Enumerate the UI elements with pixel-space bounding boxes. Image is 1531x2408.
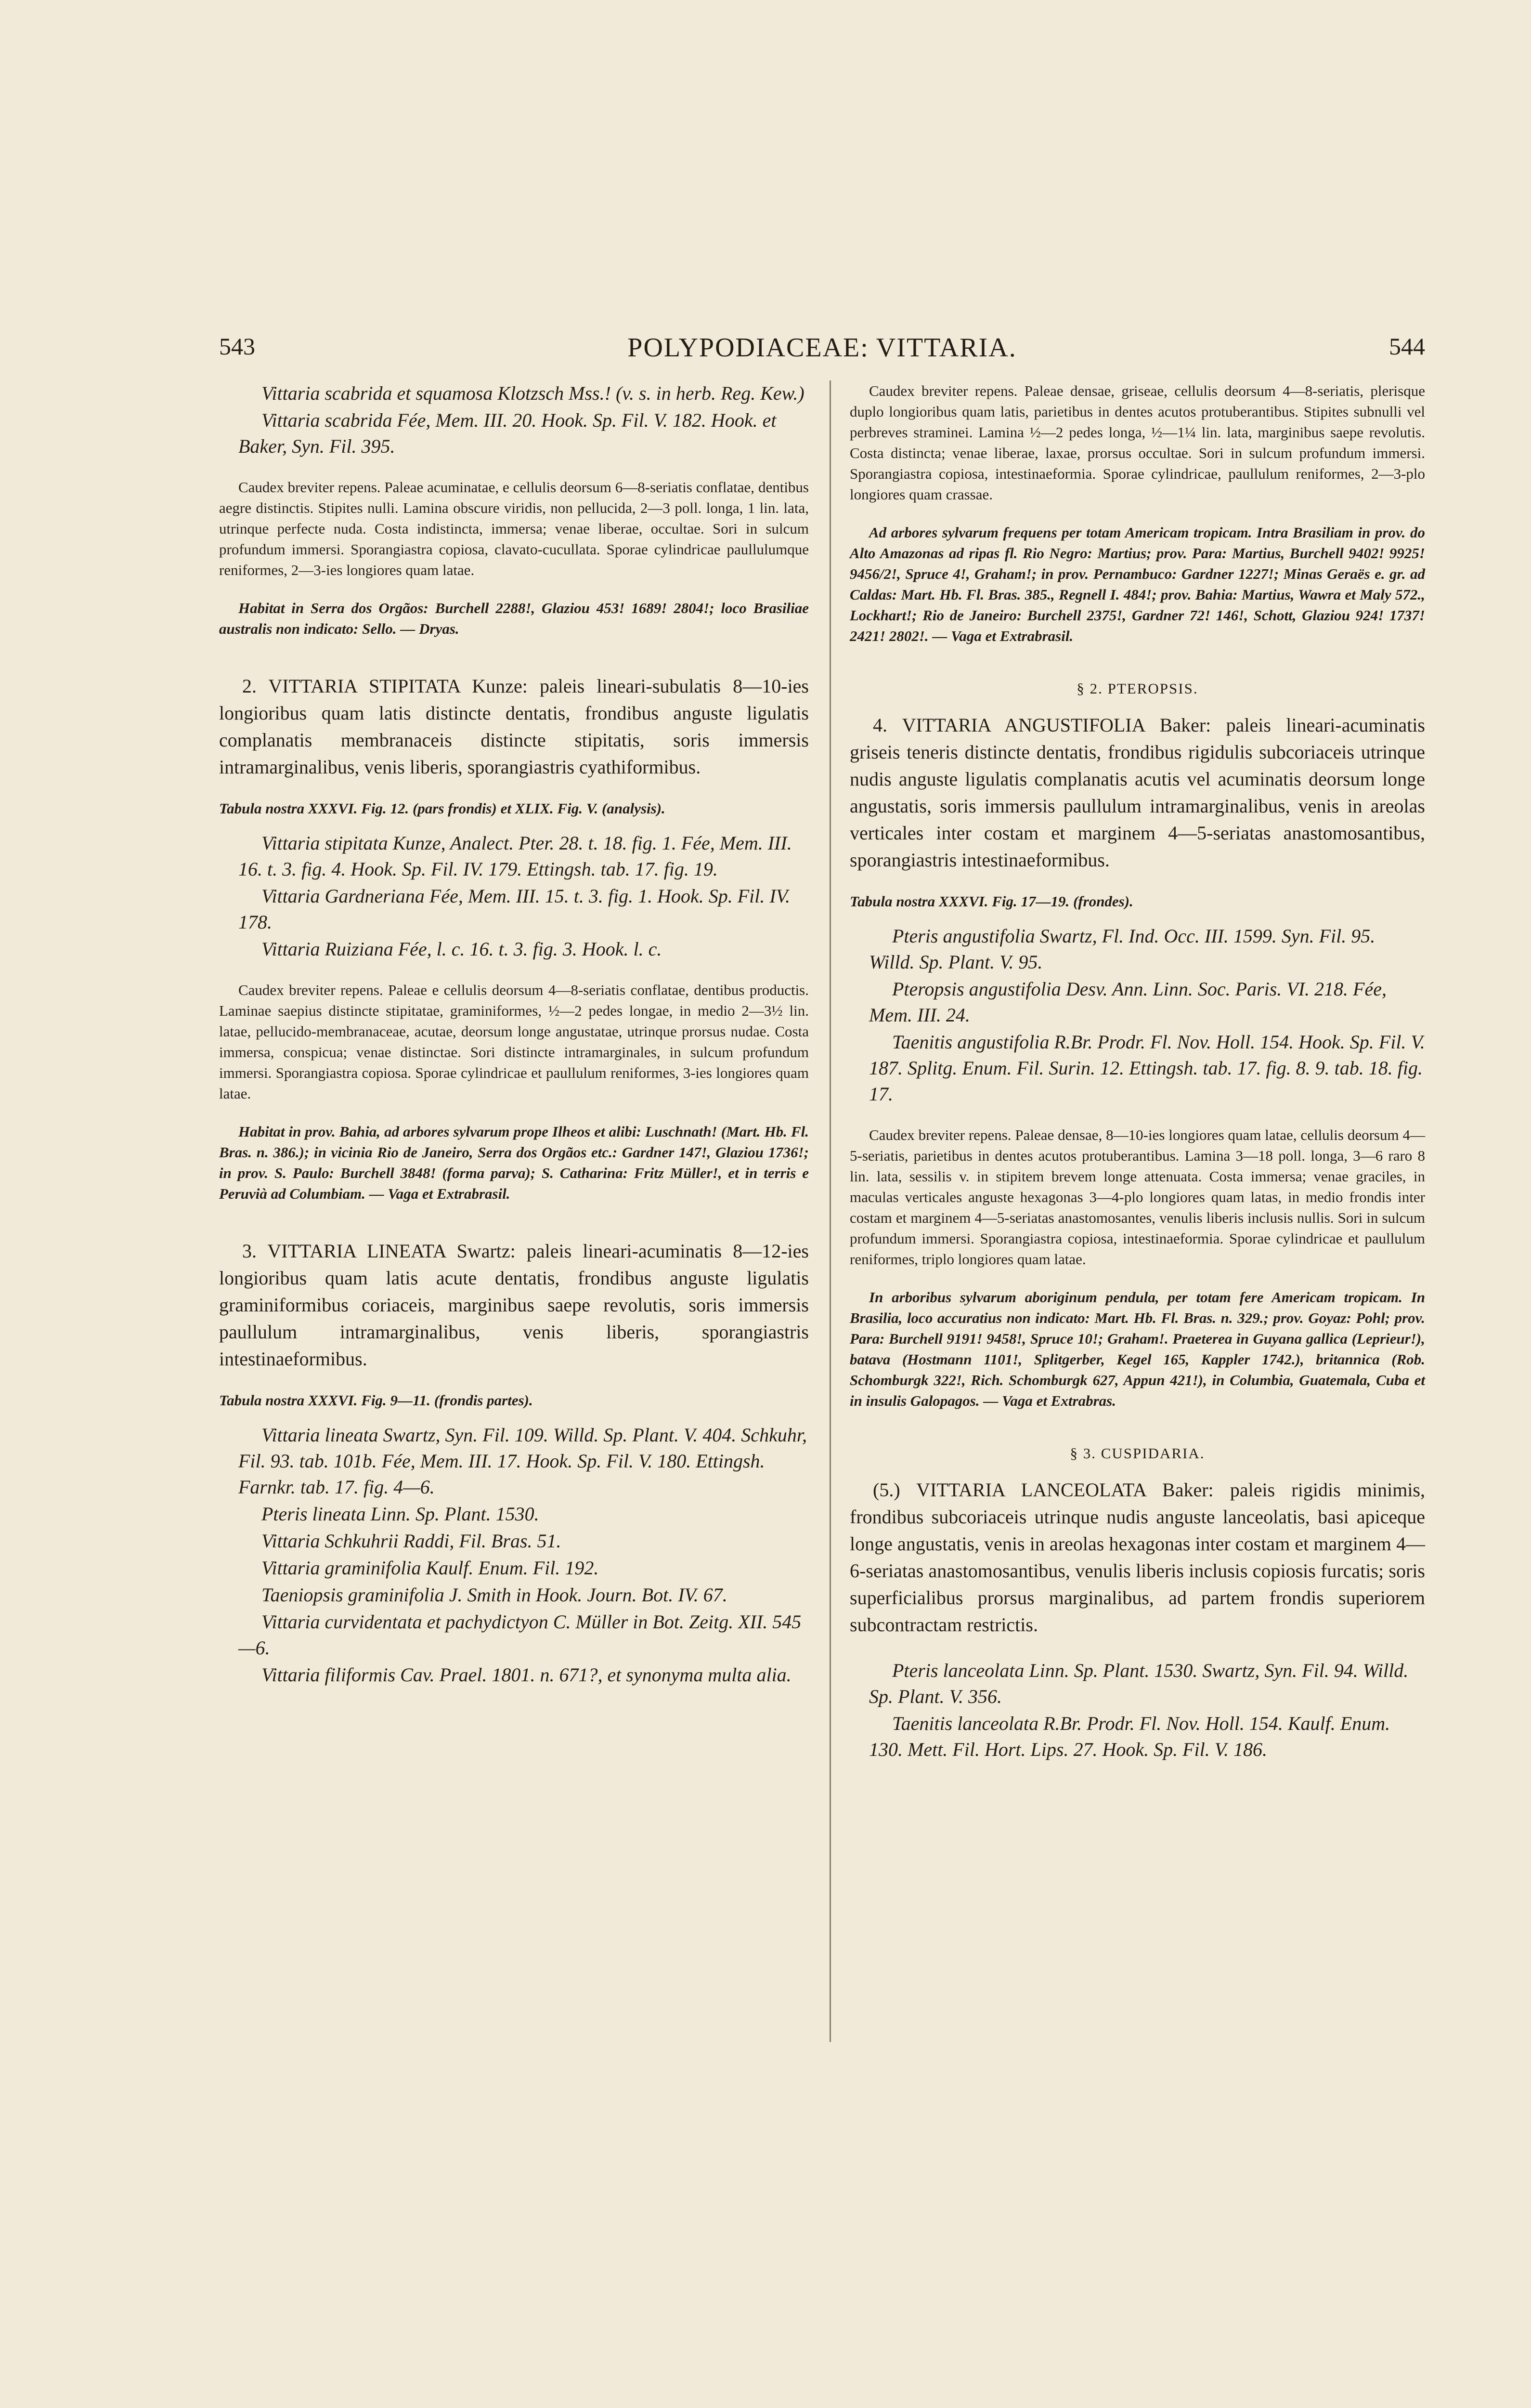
plate-reference: Tabula nostra XXXVI. Fig. 9—11. (frondis partes). (219, 1392, 533, 1409)
description: Caudex breviter repens. Paleae densae, griseae, cellulis deorsum 4—8-seriatis, plerisque duplo longioribus quam latis, parietibus in dentes acutos protuberantibus. Stipites subnulli vel perbreves straminei. Lamina ½—2 pedes longa, ½—1¼ lin. lata, marginibus saepe revolutis. Costa distincta; venae liberae, laxae, prorsus occultae. Sori in sulcum profundum immersi. Sporangiastra copiosa, intestinaeformia. Sporae cylindricae, paullulum reniformes, 2—3-plo longiores quam crassae. (850, 382, 1425, 503)
synonym: Pteropsis angustifolia Desv. Ann. Linn. Soc. Paris. VI. 218. Fée, Mem. III. 24. (869, 978, 1387, 1026)
synonym-block (850, 923, 1425, 1107)
description: Caudex breviter repens. Paleae e cellulis deorsum 4—8-seriatis conflatae, dentibus productis. Laminae saepius distincte stipitatae, graminiformes, ½—2 pedes longae, in medio 2—3½ lin. latae, pellucido-membranaceae, acutae, deorsum longe angustatae, utrinque prorsus nudae. Costa immersa, conspicua; venae distinctae. Sori distincte intramarginales, in sulcum profundum immersi. Sporangiastra copiosa. Sporae cylindricae et paullulum reniformes, 3-ies longiores quam latae. (219, 982, 809, 1102)
synonym-block (850, 1658, 1425, 1763)
column-divider (830, 380, 831, 2042)
synonym: Taenitis angustifolia R.Br. Prodr. Fl. Nov. Holl. 154. Hook. Sp. Fil. V. 187. Splitg. Enum. Fil. Surin. 12. Ettingsh. tab. 17. fig. 8. 9. tab. 18. fig. 17. (869, 1031, 1425, 1105)
synonym: Vittaria Gardneriana Fée, Mem. III. 15. t. 3. fig. 1. Hook. Sp. Fil. IV. 178. (238, 885, 790, 933)
section-heading: § 2. PTEROPSIS. (1077, 680, 1198, 697)
plate-reference: Tabula nostra XXXVI. Fig. 12. (pars frondis) et XLIX. Fig. V. (analysis). (219, 800, 665, 817)
page-number-right: 544 (1389, 333, 1425, 360)
synonym: Vittaria curvidentata et pachydictyon C. Müller in Bot. Zeitg. XII. 545—6. (238, 1611, 802, 1659)
synonym: Pteris lanceolata Linn. Sp. Plant. 1530. Swartz, Syn. Fil. 94. Willd. Sp. Plant. V. 356. (869, 1660, 1409, 1707)
running-title: POLYPODIACEAE: VITTARIA. (627, 333, 1017, 363)
synonym: Vittaria scabrida Fée, Mem. III. 20. Hook. Sp. Fil. V. 182. Hook. et Baker, Syn. Fil. 395. (238, 409, 777, 457)
synonym: Pteris angustifolia Swartz, Fl. Ind. Occ. III. 1599. Syn. Fil. 95. Willd. Sp. Plant. V. 95. (869, 925, 1375, 973)
synonym-block (219, 380, 809, 459)
page-number-left: 543 (219, 333, 255, 360)
synonym: Taeniopsis graminifolia J. Smith in Hook. Journ. Bot. IV. 67. (261, 1584, 727, 1606)
species-diagnosis: 3. VITTARIA LINEATA Swartz: paleis lineari-acuminatis 8—12-ies longioribus quam latis acute dentatis, frondibus anguste ligulatis graminiformibus coriaceis, marginibus saepe revolutis, soris immersis paullulum intramarginalibus, venis liberis, sporangiastris intestinaeformibus. (219, 1240, 809, 1370)
description: Caudex breviter repens. Paleae acuminatae, e cellulis deorsum 6—8-seriatis conflatae, dentibus aegre distinctis. Stipites nulli. Lamina obscure viridis, non pellucida, 2—3 poll. longa, 1 lin. lata, utrinque perfecte nuda. Costa indistincta, immersa; venae liberae, occultae. Sori in sulcum profundum immersi. Sporangiastra copiosa, clavato-cucullata. Sporae cylindricae paullulumque reniformes, 2—3-ies longiores quam latae. (219, 479, 809, 578)
synonym: Taenitis lanceolata R.Br. Prodr. Fl. Nov. Holl. 154. Kaulf. Enum. 130. Mett. Fil. Hort. Lips. 27. Hook. Sp. Fil. V. 186. (869, 1713, 1390, 1760)
synonym: Pteris lineata Linn. Sp. Plant. 1530. (261, 1503, 539, 1525)
synonym: Vittaria Schkuhrii Raddi, Fil. Bras. 51. (261, 1530, 561, 1552)
synonym-block (219, 830, 809, 962)
synonym: Vittaria graminifolia Kaulf. Enum. Fil. 192. (261, 1557, 599, 1579)
species-diagnosis: 2. VITTARIA STIPITATA Kunze: paleis lineari-subulatis 8—10-ies longioribus quam latis distincte dentatis, frondibus anguste ligulatis complanatis membranaceis distincte stipitatis, soris immersis intramarginalibus, venis liberis, sporangiastris cyathiformibus. (219, 675, 809, 778)
habitat: In arboribus sylvarum aboriginum pendula, per totam fere Americam tropicam. In Brasilia, loco accuratius non indicato: Mart. Hb. Fl. Bras. n. 329.; prov. Goyaz: Pohl; prov. Para: Burchell 9191! 9458!, Spruce 10!; Graham!. Praeterea in Guyana gallica (Leprieur!), batava (Hostmann 1101!, Splitgerber, Kegel 165, Kappler 1742.), britannica (Rob. Schomburgk 322!, Rich. Schomburgk 627, Appun 421!), in Columbia, Guatemala, Cuba et in insulis Galopagos. — Vaga et Extrabras. (850, 1289, 1425, 1409)
synonym: Vittaria stipitata Kunze, Analect. Pter. 28. t. 18. fig. 1. Fée, Mem. III. 16. t. 3. fig. 4. Hook. Sp. Fil. IV. 179. Ettingsh. tab. 17. fig. 19. (238, 832, 792, 880)
species-diagnosis: (5.) VITTARIA LANCEOLATA Baker: paleis rigidis minimis, frondibus subcoriaceis utrinque nudis anguste lanceolatis, basi apiceque longe angustatis, venis in areolas hexagonas inter costam et marginem 4—6-seriatas anastomosantibus, venulis liberis inclusis copiosis furcatis; soris superficialibus prorsus marginalibus, ad partem frondis superiorem subcontractam restrictis. (850, 1479, 1425, 1636)
synonym-block (219, 1422, 809, 1688)
left-column (219, 380, 809, 1689)
section-heading: § 3. CUSPIDARIA. (1070, 1445, 1205, 1462)
synonym: Vittaria scabrida et squamosa Klotzsch Mss.! (v. s. in herb. Reg. Kew.) (261, 382, 804, 404)
plate-reference: Tabula nostra XXXVI. Fig. 17—19. (frondes). (850, 893, 1133, 910)
habitat: Ad arbores sylvarum frequens per totam Americam tropicam. Intra Brasiliam in prov. do Alto Amazonas ad ripas fl. Rio Negro: Martius; prov. Para: Martius, Burchell 9402! 9925! 9456/2!, Spruce 4!, Graham!; in prov. Pernambuco: Gardner 1227!; Minas Geraës e. gr. ad Caldas: Mart. Hb. Fl. Bras. 385., Regnell I. 484!; prov. Bahia: Martius, Wawra et Maly 572., Lockhart!; Rio de Janeiro: Burchell 2375!, Gardner 72! 146!, Schott, Glaziou 924! 1737! 2421! 2802!. — Vaga et Extrabrasil. (850, 524, 1425, 644)
habitat: Habitat in prov. Bahia, ad arbores sylvarum prope Ilheos et alibi: Luschnath! (Mart. Hb. Fl. Bras. n. 386.); in vicinia Rio de Janeiro, Serra dos Orgãos etc.: Gardner 147!, Glaziou 1736!; in prov. S. Paulo: Burchell 3848! (forma parva); S. Catharina: Fritz Müller!, et in terris e Peruvià ad Columbiam. — Vaga et Extrabrasil. (219, 1123, 809, 1202)
species-diagnosis: 4. VITTARIA ANGUSTIFOLIA Baker: paleis lineari-acuminatis griseis teneris distincte dentatis, frondibus rigidulis subcoriaceis utrinque nudis anguste ligulatis complanatis acutis vel acuminatis deorsum longe angustatis, soris immersis paullulum intramarginalibus, venis in areolas verticales inter costam et marginem 4—5-seriatas anastomosantibus, sporangiastris intestinaeformibus. (850, 714, 1425, 871)
description: Caudex breviter repens. Paleae densae, 8—10-ies longiores quam latae, cellulis deorsum 4—5-seriatis, parietibus in dentes acutos protuberantibus. Lamina 3—18 poll. longa, 3—6 raro 8 lin. lata, sessilis v. in stipitem brevem longe attenuata. Costa immersa; venae graciles, in maculas verticales anguste hexagonas 3—4-plo longiores quam latas, in medio frondis inter costam et marginem 4—5-seriatas anastomosantes, venulis liberis inclusis nullis. Sori in sulcum profundum immersi. Sporangiastra copiosa, intestinaeformia. Sporae cylindricae et paullulum reniformes, triplo longiores quam latae. (850, 1126, 1425, 1268)
habitat: Habitat in Serra dos Orgãos: Burchell 2288!, Glaziou 453! 1689! 2804!; loco Brasiliae australis non indicato: Sello. — Dryas. (219, 600, 809, 637)
page-header (219, 332, 1425, 371)
synonym: Vittaria filiformis Cav. Prael. 1801. n. 671?, et synonyma multa alia. (261, 1664, 791, 1686)
right-column (850, 380, 1425, 1764)
synonym: Vittaria Ruiziana Fée, l. c. 16. t. 3. fig. 3. Hook. l. c. (261, 938, 662, 960)
synonym: Vittaria lineata Swartz, Syn. Fil. 109. Willd. Sp. Plant. V. 404. Schkuhr, Fil. 93. tab. 101b. Fée, Mem. III. 17. Hook. Sp. Fil. V. 180. Ettingsh. Farnkr. tab. 17. fig. 4—6. (238, 1424, 807, 1498)
